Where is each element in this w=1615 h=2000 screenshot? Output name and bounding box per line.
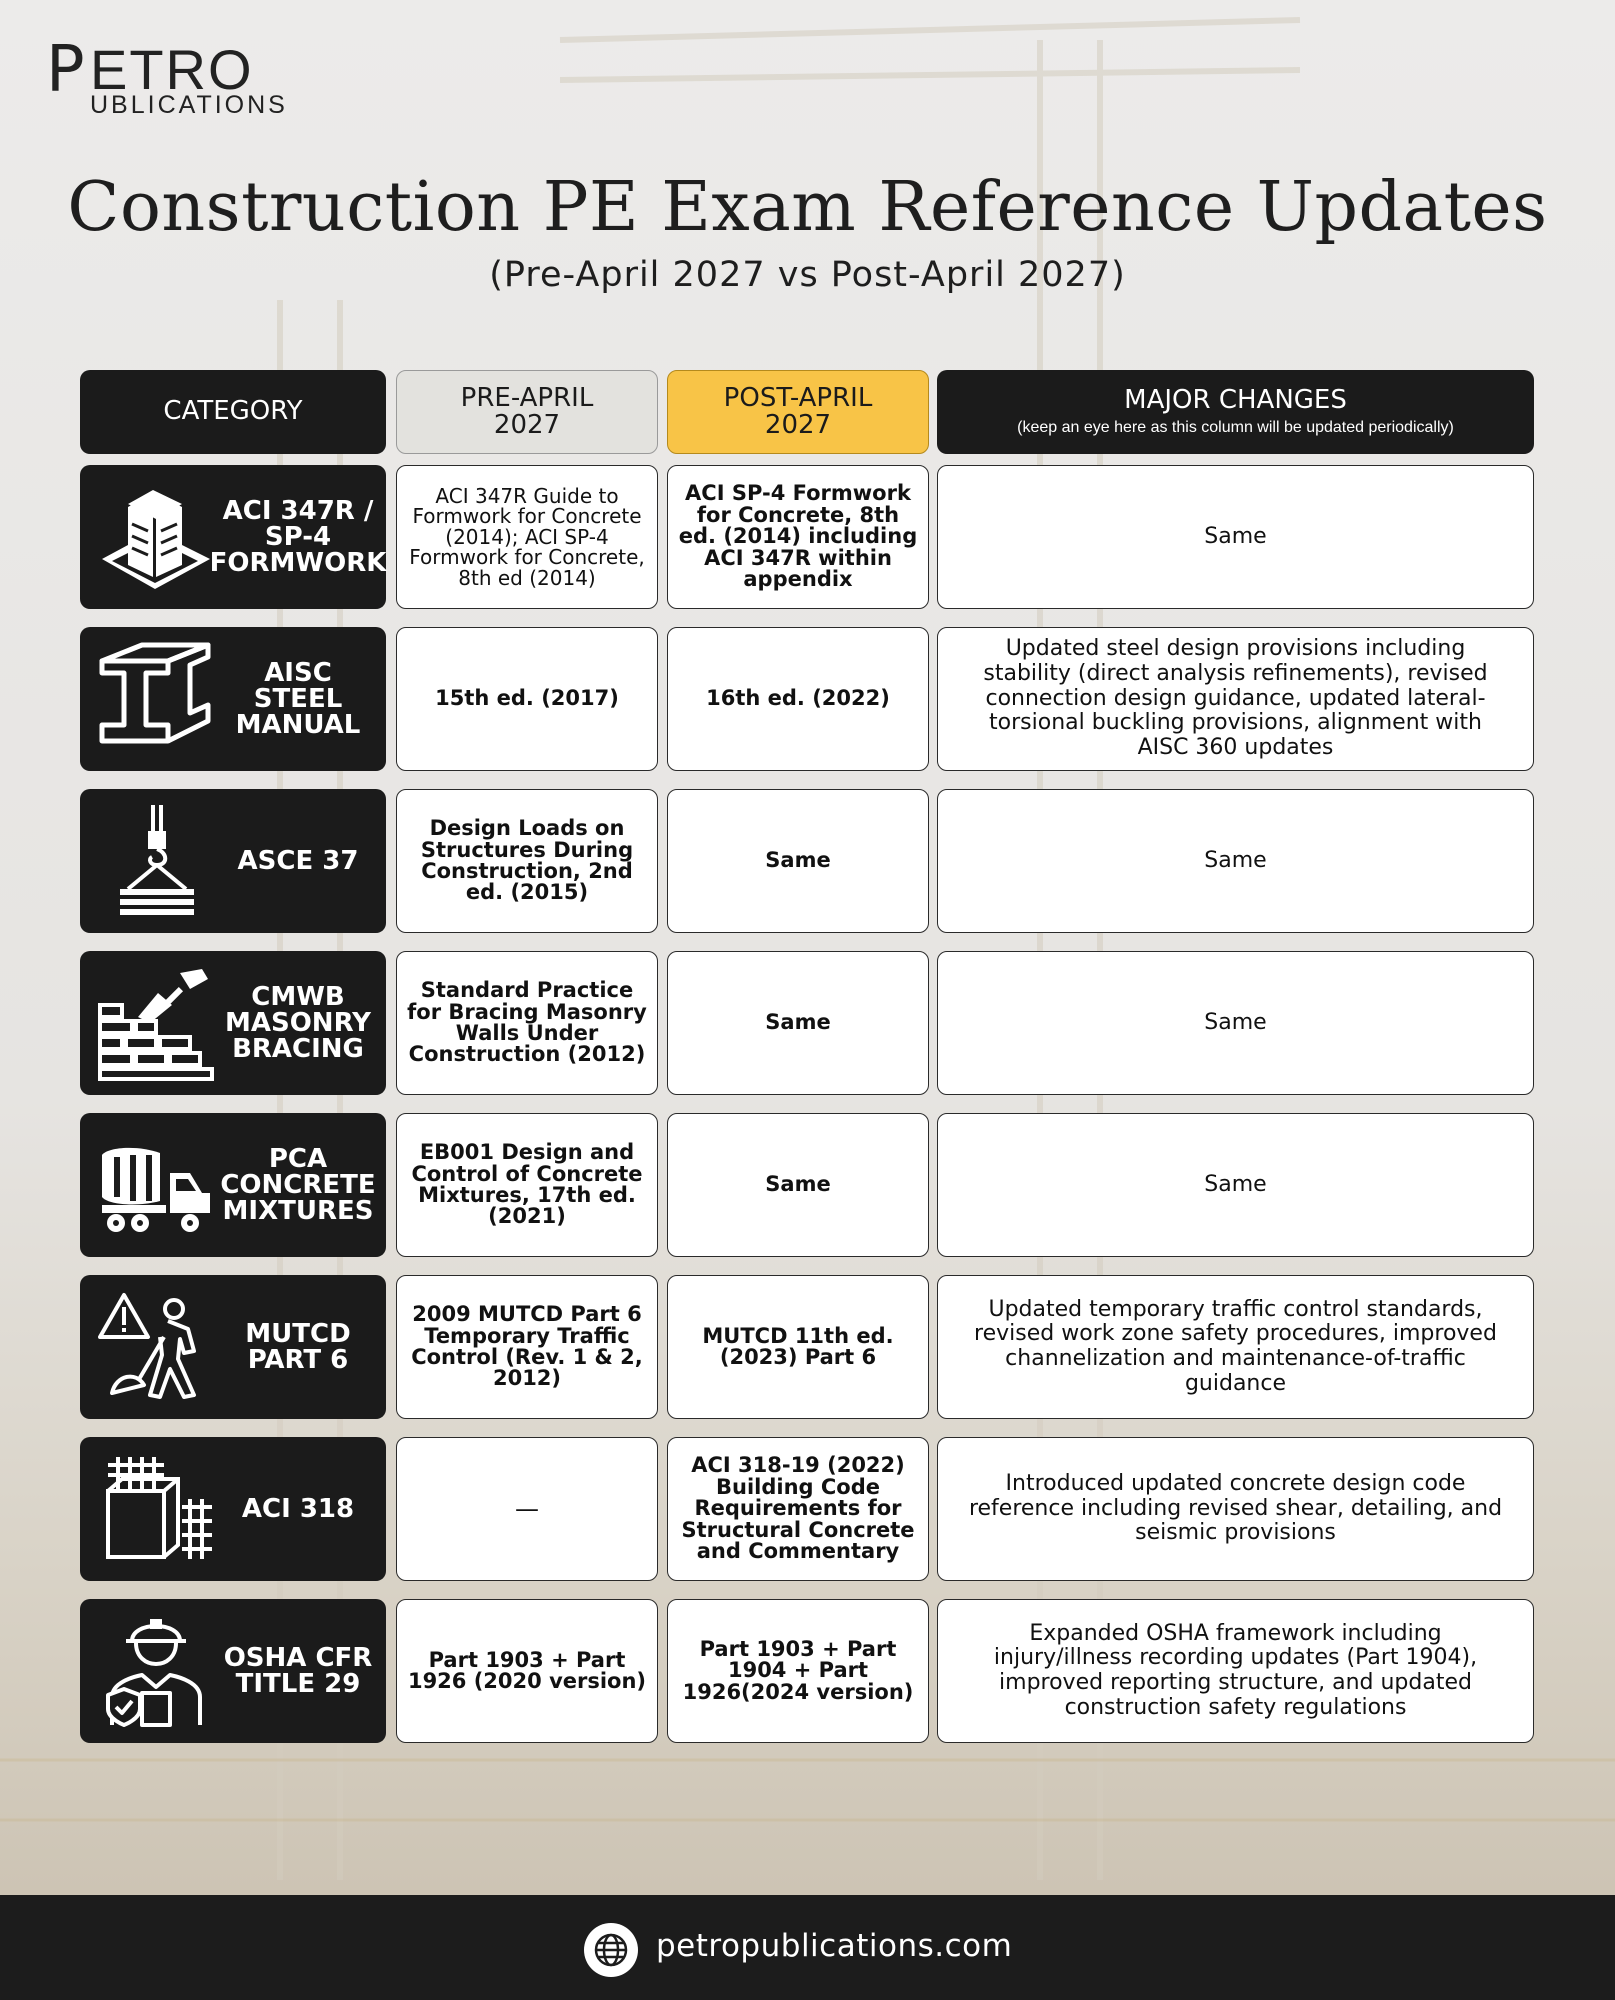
- formwork-building-icon: [98, 479, 216, 595]
- rebar-cage-icon: [98, 1451, 216, 1567]
- safety-worker-shield-icon: [98, 1613, 216, 1729]
- pre-april-text: —: [515, 1494, 539, 1523]
- category-cell: [80, 1599, 386, 1743]
- category-label: ACI 318: [241, 1494, 355, 1524]
- header-changes-label: MAJOR CHANGES: [1124, 385, 1347, 416]
- website-link[interactable]: petropublications.com: [656, 1928, 1013, 1964]
- steel-i-beam-icon: [98, 641, 216, 757]
- category-cell: [80, 1113, 386, 1257]
- pre-april-cell: [396, 1599, 658, 1743]
- post-april-text: MUTCD 11th ed. (2023) Part 6: [702, 1323, 894, 1369]
- category-cell: [80, 1275, 386, 1419]
- pre-april-text: Standard Practice for Bracing Masonry Walls Under Construction (2012): [407, 978, 647, 1067]
- petro-publications-logo: [46, 33, 288, 123]
- major-changes-cell: [937, 465, 1534, 609]
- header-pre-april: [396, 370, 658, 454]
- logo-top-text: ETRO: [90, 38, 254, 101]
- major-changes-text: Expanded OSHA framework including injury/illness recording updates (Part 1904), improved reporting structure, and updated construction safety regulations: [993, 1620, 1478, 1720]
- pre-april-text: 15th ed. (2017): [435, 686, 619, 711]
- category-label: AISC STEEL MANUAL: [235, 658, 361, 740]
- pre-april-text: Design Loads on Structures During Construction, 2nd ed. (2015): [420, 816, 634, 905]
- post-april-text: Part 1903 + Part 1904 + Part 1926(2024 version): [682, 1636, 914, 1704]
- major-changes-cell: [937, 1599, 1534, 1743]
- pre-april-cell: [396, 789, 658, 933]
- major-changes-text: Same: [1204, 523, 1267, 549]
- header-post-april: [667, 370, 929, 454]
- globe-icon: [584, 1923, 638, 1977]
- pre-april-cell: [396, 465, 658, 609]
- page-title: Construction PE Exam Reference Updates: [67, 168, 1548, 247]
- category-cell: [80, 1437, 386, 1581]
- post-april-text: Same: [765, 1172, 831, 1197]
- category-label: MUTCD PART 6: [245, 1319, 351, 1375]
- post-april-cell: [667, 1599, 929, 1743]
- header-category: [80, 370, 386, 454]
- major-changes-text: Same: [1204, 847, 1267, 873]
- major-changes-cell: [937, 627, 1534, 771]
- header-pre-label: PRE-APRIL 2027: [460, 382, 594, 440]
- crane-hook-load-icon: [98, 803, 216, 919]
- post-april-text: Same: [765, 848, 831, 873]
- category-label: ASCE 37: [237, 846, 359, 876]
- pre-april-cell: [396, 1275, 658, 1419]
- major-changes-text: Introduced updated concrete design code reference including revised shear, detailing, and seismic provisions: [968, 1471, 1503, 1546]
- major-changes-cell: [937, 951, 1534, 1095]
- post-april-cell: [667, 1113, 929, 1257]
- pre-april-cell: [396, 627, 658, 771]
- category-cell: [80, 627, 386, 771]
- post-april-text: ACI SP-4 Formwork for Concrete, 8th ed. (2014) including ACI 347R within appendix: [678, 481, 918, 592]
- post-april-cell: [667, 627, 929, 771]
- pre-april-text: Part 1903 + Part 1926 (2020 version): [407, 1647, 647, 1693]
- major-changes-text: Same: [1204, 1009, 1267, 1035]
- post-april-cell: [667, 1437, 929, 1581]
- major-changes-text: Updated steel design provisions including stability (direct analysis refinements), revised connection design guidance, updated lateral-torsional buckling provisions, alignment with AISC 360 updates: [983, 636, 1488, 760]
- post-april-text: 16th ed. (2022): [706, 686, 890, 711]
- major-changes-cell: [937, 1275, 1534, 1419]
- category-label: PCA CONCRETE MIXTURES: [220, 1144, 376, 1226]
- major-changes-cell: [937, 1113, 1534, 1257]
- major-changes-text: Same: [1204, 1171, 1267, 1197]
- post-april-cell: [667, 1275, 929, 1419]
- brick-wall-trowel-icon: [98, 965, 216, 1081]
- post-april-cell: [667, 951, 929, 1095]
- major-changes-text: Updated temporary traffic control standards, revised work zone safety procedures, improved channelization and maintenance-of-traffic guidance: [974, 1296, 1497, 1396]
- pre-april-cell: [396, 1113, 658, 1257]
- category-cell: [80, 951, 386, 1095]
- header-changes-note: (keep an eye here as this column will be updated periodically): [1017, 418, 1454, 436]
- road-work-warning-icon: [98, 1289, 216, 1405]
- header-post-label: POST-APRIL 2027: [723, 382, 873, 440]
- post-april-cell: [667, 789, 929, 933]
- post-april-text: ACI 318-19 (2022) Building Code Requirements for Structural Concrete and Commentary: [681, 1453, 915, 1564]
- category-label: CMWB MASONRY BRACING: [224, 982, 371, 1064]
- concrete-mixer-truck-icon: [98, 1127, 216, 1243]
- category-cell: [80, 465, 386, 609]
- major-changes-cell: [937, 1437, 1534, 1581]
- post-april-text: Same: [765, 1010, 831, 1035]
- pre-april-text: 2009 MUTCD Part 6 Temporary Traffic Control (Rev. 1 & 2, 2012): [411, 1302, 643, 1391]
- logo-bottom-text: UBLICATIONS: [90, 91, 288, 119]
- category-cell: [80, 789, 386, 933]
- pre-april-cell: [396, 951, 658, 1095]
- page-subtitle: (Pre-April 2027 vs Post-April 2027): [489, 255, 1126, 295]
- category-label: OSHA CFR TITLE 29: [223, 1643, 373, 1699]
- category-label: ACI 347R / SP-4 FORMWORK: [209, 496, 387, 578]
- major-changes-cell: [937, 789, 1534, 933]
- header-major-changes: [937, 370, 1534, 454]
- pre-april-text: EB001 Design and Control of Concrete Mixtures, 17th ed. (2021): [411, 1140, 643, 1229]
- pre-april-cell: [396, 1437, 658, 1581]
- logo-p-letter: P: [46, 33, 85, 107]
- post-april-cell: [667, 465, 929, 609]
- header-category-label: CATEGORY: [163, 396, 303, 427]
- pre-april-text: ACI 347R Guide to Formwork for Concrete (2014); ACI SP-4 Formwork for Concrete, 8th ed (2014): [409, 484, 645, 590]
